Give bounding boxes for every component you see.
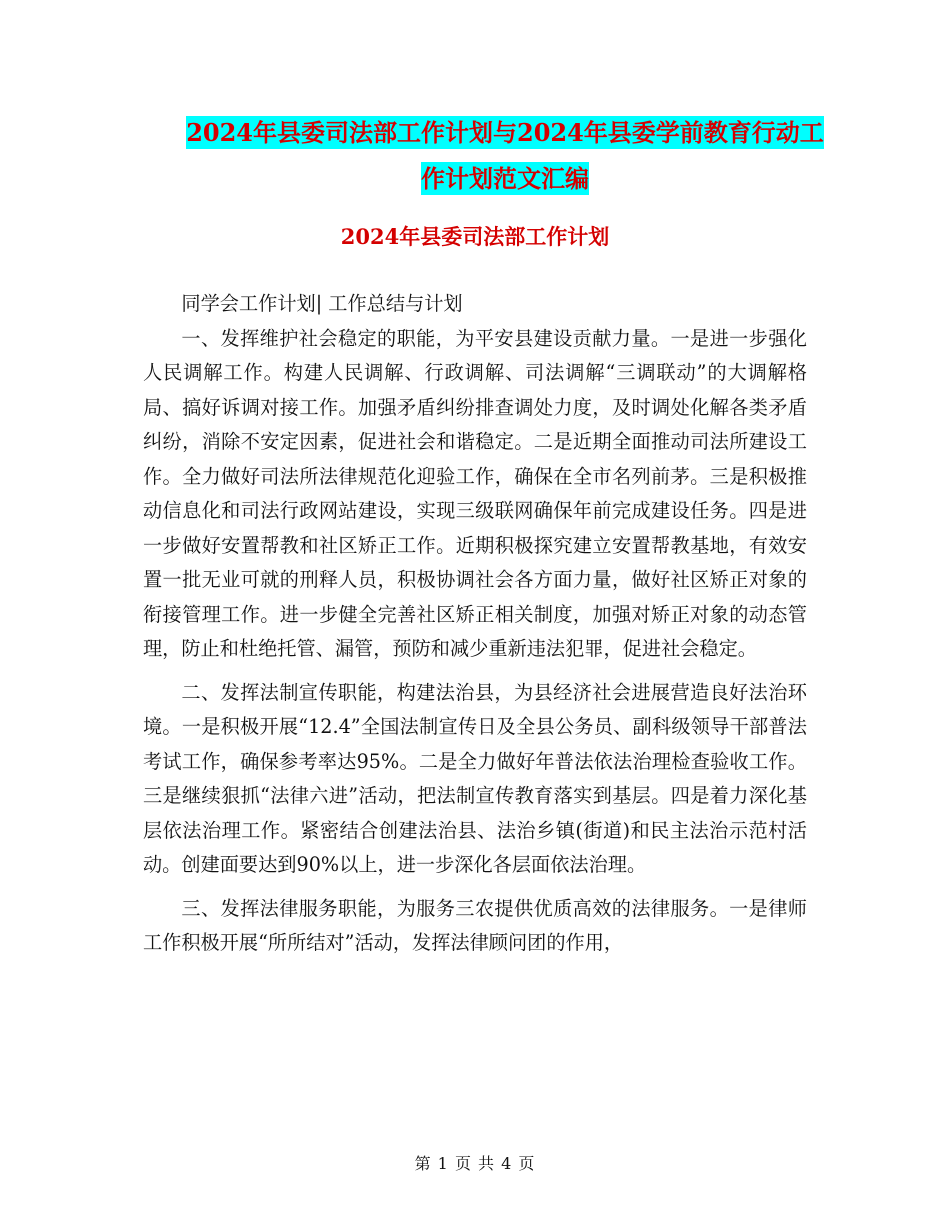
paragraph-2: 二、发挥法制宣传职能，构建法治县，为县经济社会进展营造良好法治环境。一是积极开展“12.4”全国法制宣传日及全县公务员、副科级领导干部普法考试工作，确保参考率达95%。二是全力做好年普法依法治理检查验收工作。三是继续狠抓“法律六进”活动，把法制宣传教育落实到基层。四是着力深化基层依法治理工作。紧密结合创建法治县、法治乡镇(街道)和民主法治示范村活动。创建面要达到90%以上，进一步深化各层面依法治理。 bbox=[143, 680, 807, 876]
section-title: 2024年县委司法部工作计划 bbox=[340, 224, 610, 249]
document-title-text: 2024年县委司法部工作计划与2024年县委学前教育行动工作计划范文汇编 bbox=[186, 118, 824, 193]
document-title bbox=[185, 110, 825, 202]
page-footer: 第 1 页 共 4 页 bbox=[414, 1154, 536, 1173]
paragraph-1: 一、发挥维护社会稳定的职能，为平安县建设贡献力量。一是进一步强化人民调解工作。构建人民调解、行政调解、司法调解“三调联动”的大调解格局、搞好诉调对接工作。加强矛盾纠纷排查调处力度，及时调处化解各类矛盾纠纷，消除不安定因素，促进社会和谐稳定。二是近期全面推动司法所建设工作。全力做好司法所法律规范化迎验工作，确保在全市名列前茅。三是积极推动信息化和司法行政网站建设，实现三级联网确保年前完成建设任务。四是进一步做好安置帮教和社区矫正工作。近期积极探究建立安置帮教基地，有效安置一批无业可就的刑释人员，积极协调社会各方面力量，做好社区矫正对象的衔接管理工作。进一步健全完善社区矫正相关制度，加强对矫正对象的动态管理，防止和杜绝托管、漏管，预防和减少重新违法犯罪，促进社会稳定。 bbox=[143, 326, 807, 660]
document-body bbox=[143, 287, 807, 961]
subtitle-line: 同学会工作计划| 工作总结与计划 bbox=[181, 292, 463, 315]
paragraph-3: 三、发挥法律服务职能，为服务三农提供优质高效的法律服务。一是律师工作积极开展“所所结对”活动，发挥法律顾问团的作用， bbox=[143, 896, 807, 954]
